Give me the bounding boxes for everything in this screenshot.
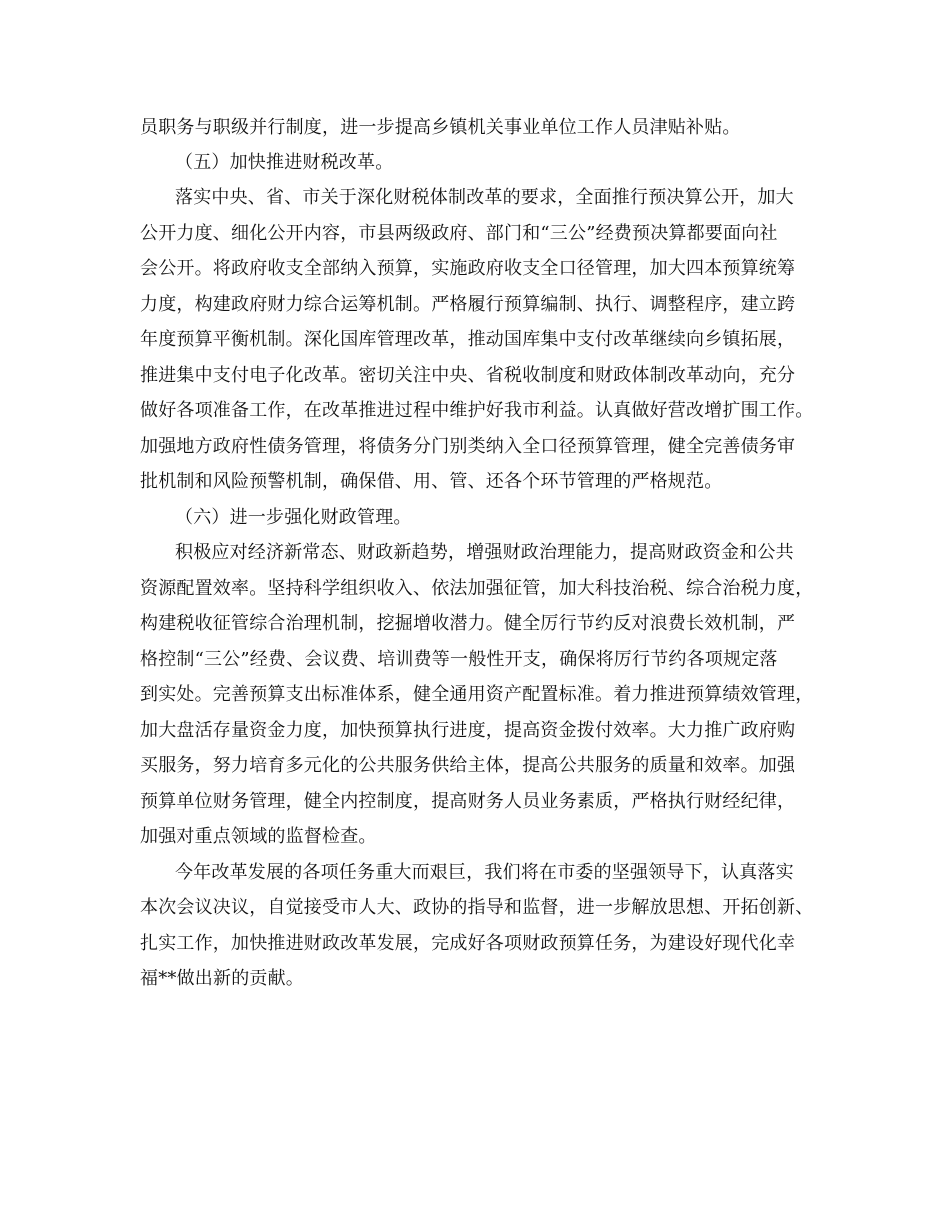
text-line: 会公开。将政府收支全部纳入预算，实施政府收支全口径管理，加大四本预算统筹 (140, 258, 796, 279)
text-line: 到实处。完善预算支出标准体系，健全通用资产配置标准。着力推进预算绩效管理， (140, 684, 814, 705)
section-heading-five: （五）加快推进财税改革。 (175, 152, 394, 173)
text-line: 买服务，努力培育多元化的公共服务供给主体，提高公共服务的质量和效率。加强 (140, 755, 796, 776)
text-line: 批机制和风险预警机制，确保借、用、管、还各个环节管理的严格规范。 (140, 471, 723, 492)
text-line: 积极应对经济新常态、财政新趋势，增强财政治理能力，提高财政资金和公共 (175, 542, 794, 563)
text-line: 资源配置效率。坚持科学组织收入、依法加强征管，加大科技治税、综合治税力度， (140, 578, 814, 599)
text-line: 今年改革发展的各项任务重大而艰巨，我们将在市委的坚强领导下，认真落实 (175, 862, 794, 883)
text-line: 扎实工作，加快推进财政改革发展，完成好各项财政预算任务，为建设好现代化幸 (140, 933, 796, 954)
text-line: 加强对重点领域的监督检查。 (140, 826, 377, 847)
text-line: 格控制“三公”经费、会议费、培训费等一般性开支，确保将厉行节约各项规定落 (140, 649, 778, 670)
section-heading-six: （六）进一步强化财政管理。 (175, 507, 412, 528)
text-line: 预算单位财务管理，健全内控制度，提高财务人员业务素质，严格执行财经纪律， (140, 791, 796, 812)
text-line: 年度预算平衡机制。深化国库管理改革，推动国库集中支付改革继续向乡镇拓展， (140, 329, 796, 350)
text-line: 加大盘活存量资金力度，加快预算执行进度，提高资金拨付效率。大力推广政府购 (140, 720, 796, 741)
text-line: 推进集中支付电子化改革。密切关注中央、省税收制度和财政体制改革动向，充分 (140, 365, 796, 386)
text-line: 构建税收征管综合治理机制，挖掘增收潜力。健全厉行节约反对浪费长效机制，严 (140, 613, 796, 634)
text-line: 落实中央、省、市关于深化财税体制改革的要求，全面推行预决算公开，加大 (175, 187, 794, 208)
text-line: 福**做出新的贡献。 (140, 968, 304, 989)
text-line: 力度，构建政府财力综合运筹机制。严格履行预算编制、执行、调整程序，建立跨 (140, 294, 796, 315)
text-line: 做好各项准备工作，在改革推进过程中维护好我市利益。认真做好营改增扩围工作。 (140, 400, 814, 421)
text-line: 加强地方政府性债务管理，将债务分门别类纳入全口径预算管理，健全完善债务审 (140, 436, 796, 457)
text-line: 本次会议决议，自觉接受市人大、政协的指导和监督，进一步解放思想、开拓创新、 (140, 897, 814, 918)
text-line: 员职务与职级并行制度，进一步提高乡镇机关事业单位工作人员津贴补贴。 (140, 117, 741, 138)
text-line: 公开力度、细化公开内容，市县两级政府、部门和“三公”经费预决算都要面向社 (140, 223, 778, 244)
